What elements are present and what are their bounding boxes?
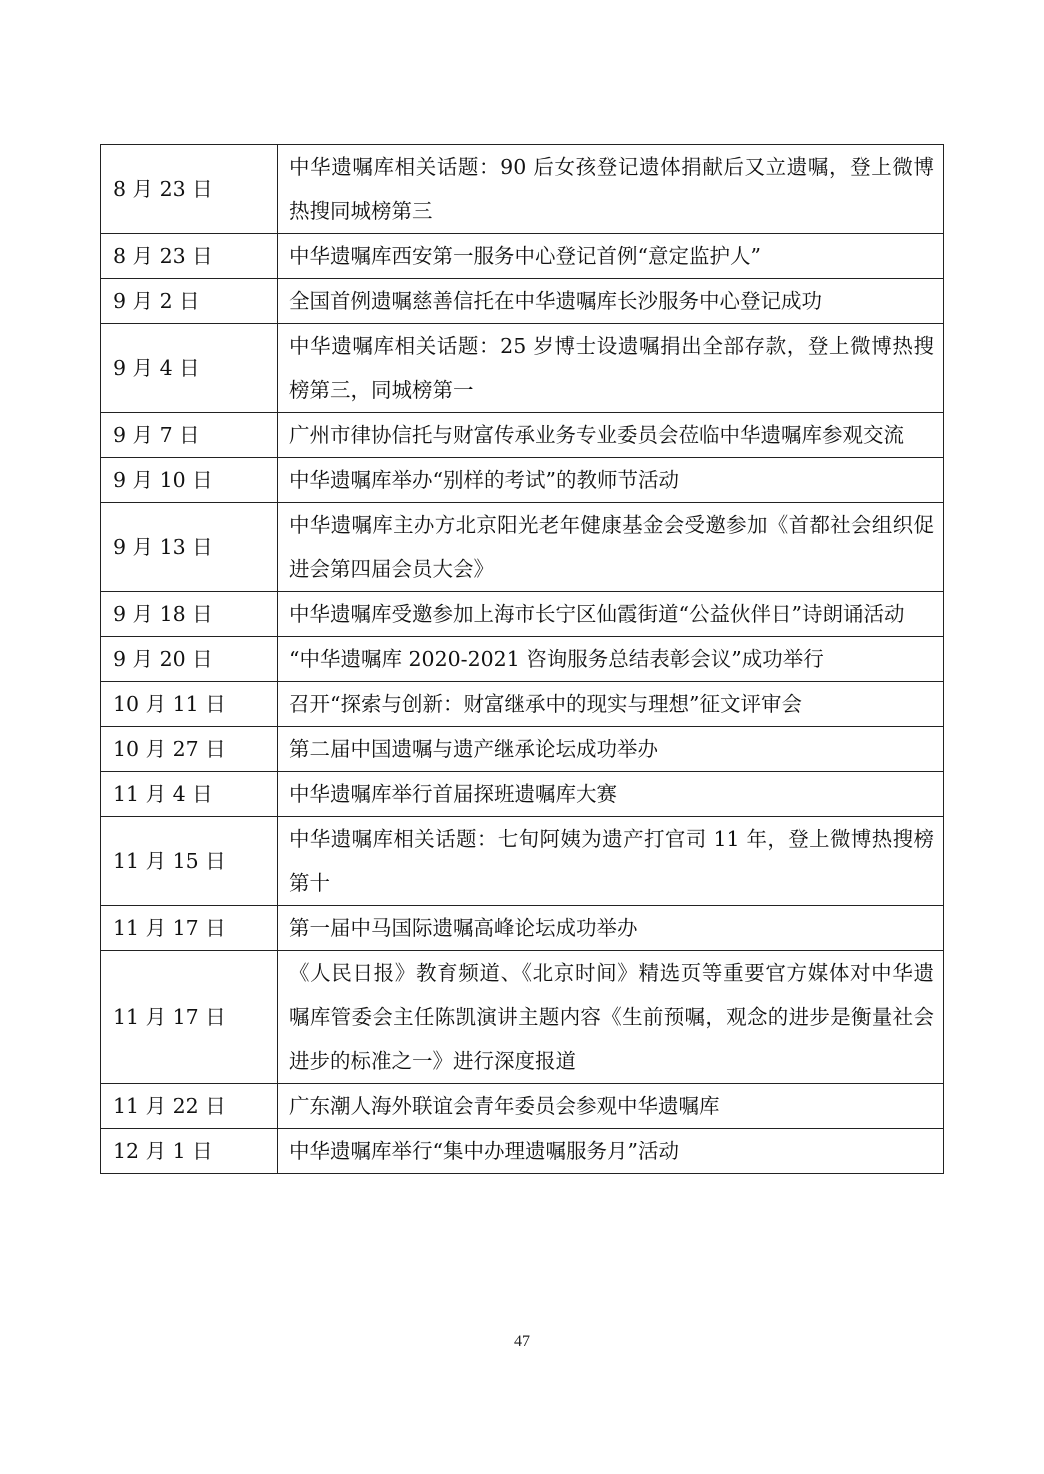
table-row xyxy=(101,324,944,413)
event-cell: 中华遗嘱库举行“集中办理遗嘱服务月”活动 xyxy=(278,1129,944,1174)
table-row xyxy=(101,817,944,906)
event-cell: 中华遗嘱库相关话题：25 岁博士设遗嘱捐出全部存款，登上微博热搜榜第三，同城榜第一 xyxy=(278,324,944,413)
table-row xyxy=(101,682,944,727)
event-cell: 中华遗嘱库主办方北京阳光老年健康基金会受邀参加《首都社会组织促进会第四届会员大会》 xyxy=(278,503,944,592)
date-cell: 8 月 23 日 xyxy=(101,234,278,279)
event-cell: 第二届中国遗嘱与遗产继承论坛成功举办 xyxy=(278,727,944,772)
date-cell: 11 月 15 日 xyxy=(101,817,278,906)
event-table xyxy=(100,144,944,1174)
event-cell: 中华遗嘱库受邀参加上海市长宁区仙霞街道“公益伙伴日”诗朗诵活动 xyxy=(278,592,944,637)
date-cell: 9 月 18 日 xyxy=(101,592,278,637)
table-row xyxy=(101,951,944,1084)
event-cell: 第一届中马国际遗嘱高峰论坛成功举办 xyxy=(278,906,944,951)
date-cell: 11 月 22 日 xyxy=(101,1084,278,1129)
table-row xyxy=(101,458,944,503)
page-number: 47 xyxy=(514,1333,530,1350)
date-cell: 9 月 4 日 xyxy=(101,324,278,413)
event-cell: 中华遗嘱库举行首届探班遗嘱库大赛 xyxy=(278,772,944,817)
date-cell: 9 月 20 日 xyxy=(101,637,278,682)
date-cell: 11 月 4 日 xyxy=(101,772,278,817)
table-row xyxy=(101,503,944,592)
date-cell: 9 月 2 日 xyxy=(101,279,278,324)
date-cell: 10 月 11 日 xyxy=(101,682,278,727)
event-cell: 广东潮人海外联谊会青年委员会参观中华遗嘱库 xyxy=(278,1084,944,1129)
date-cell: 9 月 7 日 xyxy=(101,413,278,458)
table-row xyxy=(101,906,944,951)
date-cell: 11 月 17 日 xyxy=(101,951,278,1084)
date-cell: 8 月 23 日 xyxy=(101,145,278,234)
date-cell: 10 月 27 日 xyxy=(101,727,278,772)
event-cell: 广州市律协信托与财富传承业务专业委员会莅临中华遗嘱库参观交流 xyxy=(278,413,944,458)
event-cell: 召开“探索与创新：财富继承中的现实与理想”征文评审会 xyxy=(278,682,944,727)
date-cell: 11 月 17 日 xyxy=(101,906,278,951)
table-row xyxy=(101,1084,944,1129)
table-row xyxy=(101,637,944,682)
event-cell: 中华遗嘱库举办“别样的考试”的教师节活动 xyxy=(278,458,944,503)
table-row xyxy=(101,413,944,458)
date-cell: 9 月 13 日 xyxy=(101,503,278,592)
event-table-body xyxy=(101,145,944,1174)
table-row xyxy=(101,772,944,817)
table-row xyxy=(101,234,944,279)
event-cell: 全国首例遗嘱慈善信托在中华遗嘱库长沙服务中心登记成功 xyxy=(278,279,944,324)
table-row xyxy=(101,1129,944,1174)
table-row xyxy=(101,592,944,637)
date-cell: 9 月 10 日 xyxy=(101,458,278,503)
date-cell: 12 月 1 日 xyxy=(101,1129,278,1174)
table-row xyxy=(101,145,944,234)
table-row xyxy=(101,279,944,324)
table-row xyxy=(101,727,944,772)
event-cell: 中华遗嘱库相关话题：90 后女孩登记遗体捐献后又立遗嘱，登上微博热搜同城榜第三 xyxy=(278,145,944,234)
event-cell: “中华遗嘱库 2020-2021 咨询服务总结表彰会议”成功举行 xyxy=(278,637,944,682)
event-cell: 中华遗嘱库西安第一服务中心登记首例“意定监护人” xyxy=(278,234,944,279)
event-cell: 中华遗嘱库相关话题：七旬阿姨为遗产打官司 11 年，登上微博热搜榜第十 xyxy=(278,817,944,906)
event-cell: 《人民日报》教育频道、《北京时间》精选页等重要官方媒体对中华遗嘱库管委会主任陈凯演讲主题内容《生前预嘱，观念的进步是衡量社会进步的标准之一》进行深度报道 xyxy=(278,951,944,1084)
